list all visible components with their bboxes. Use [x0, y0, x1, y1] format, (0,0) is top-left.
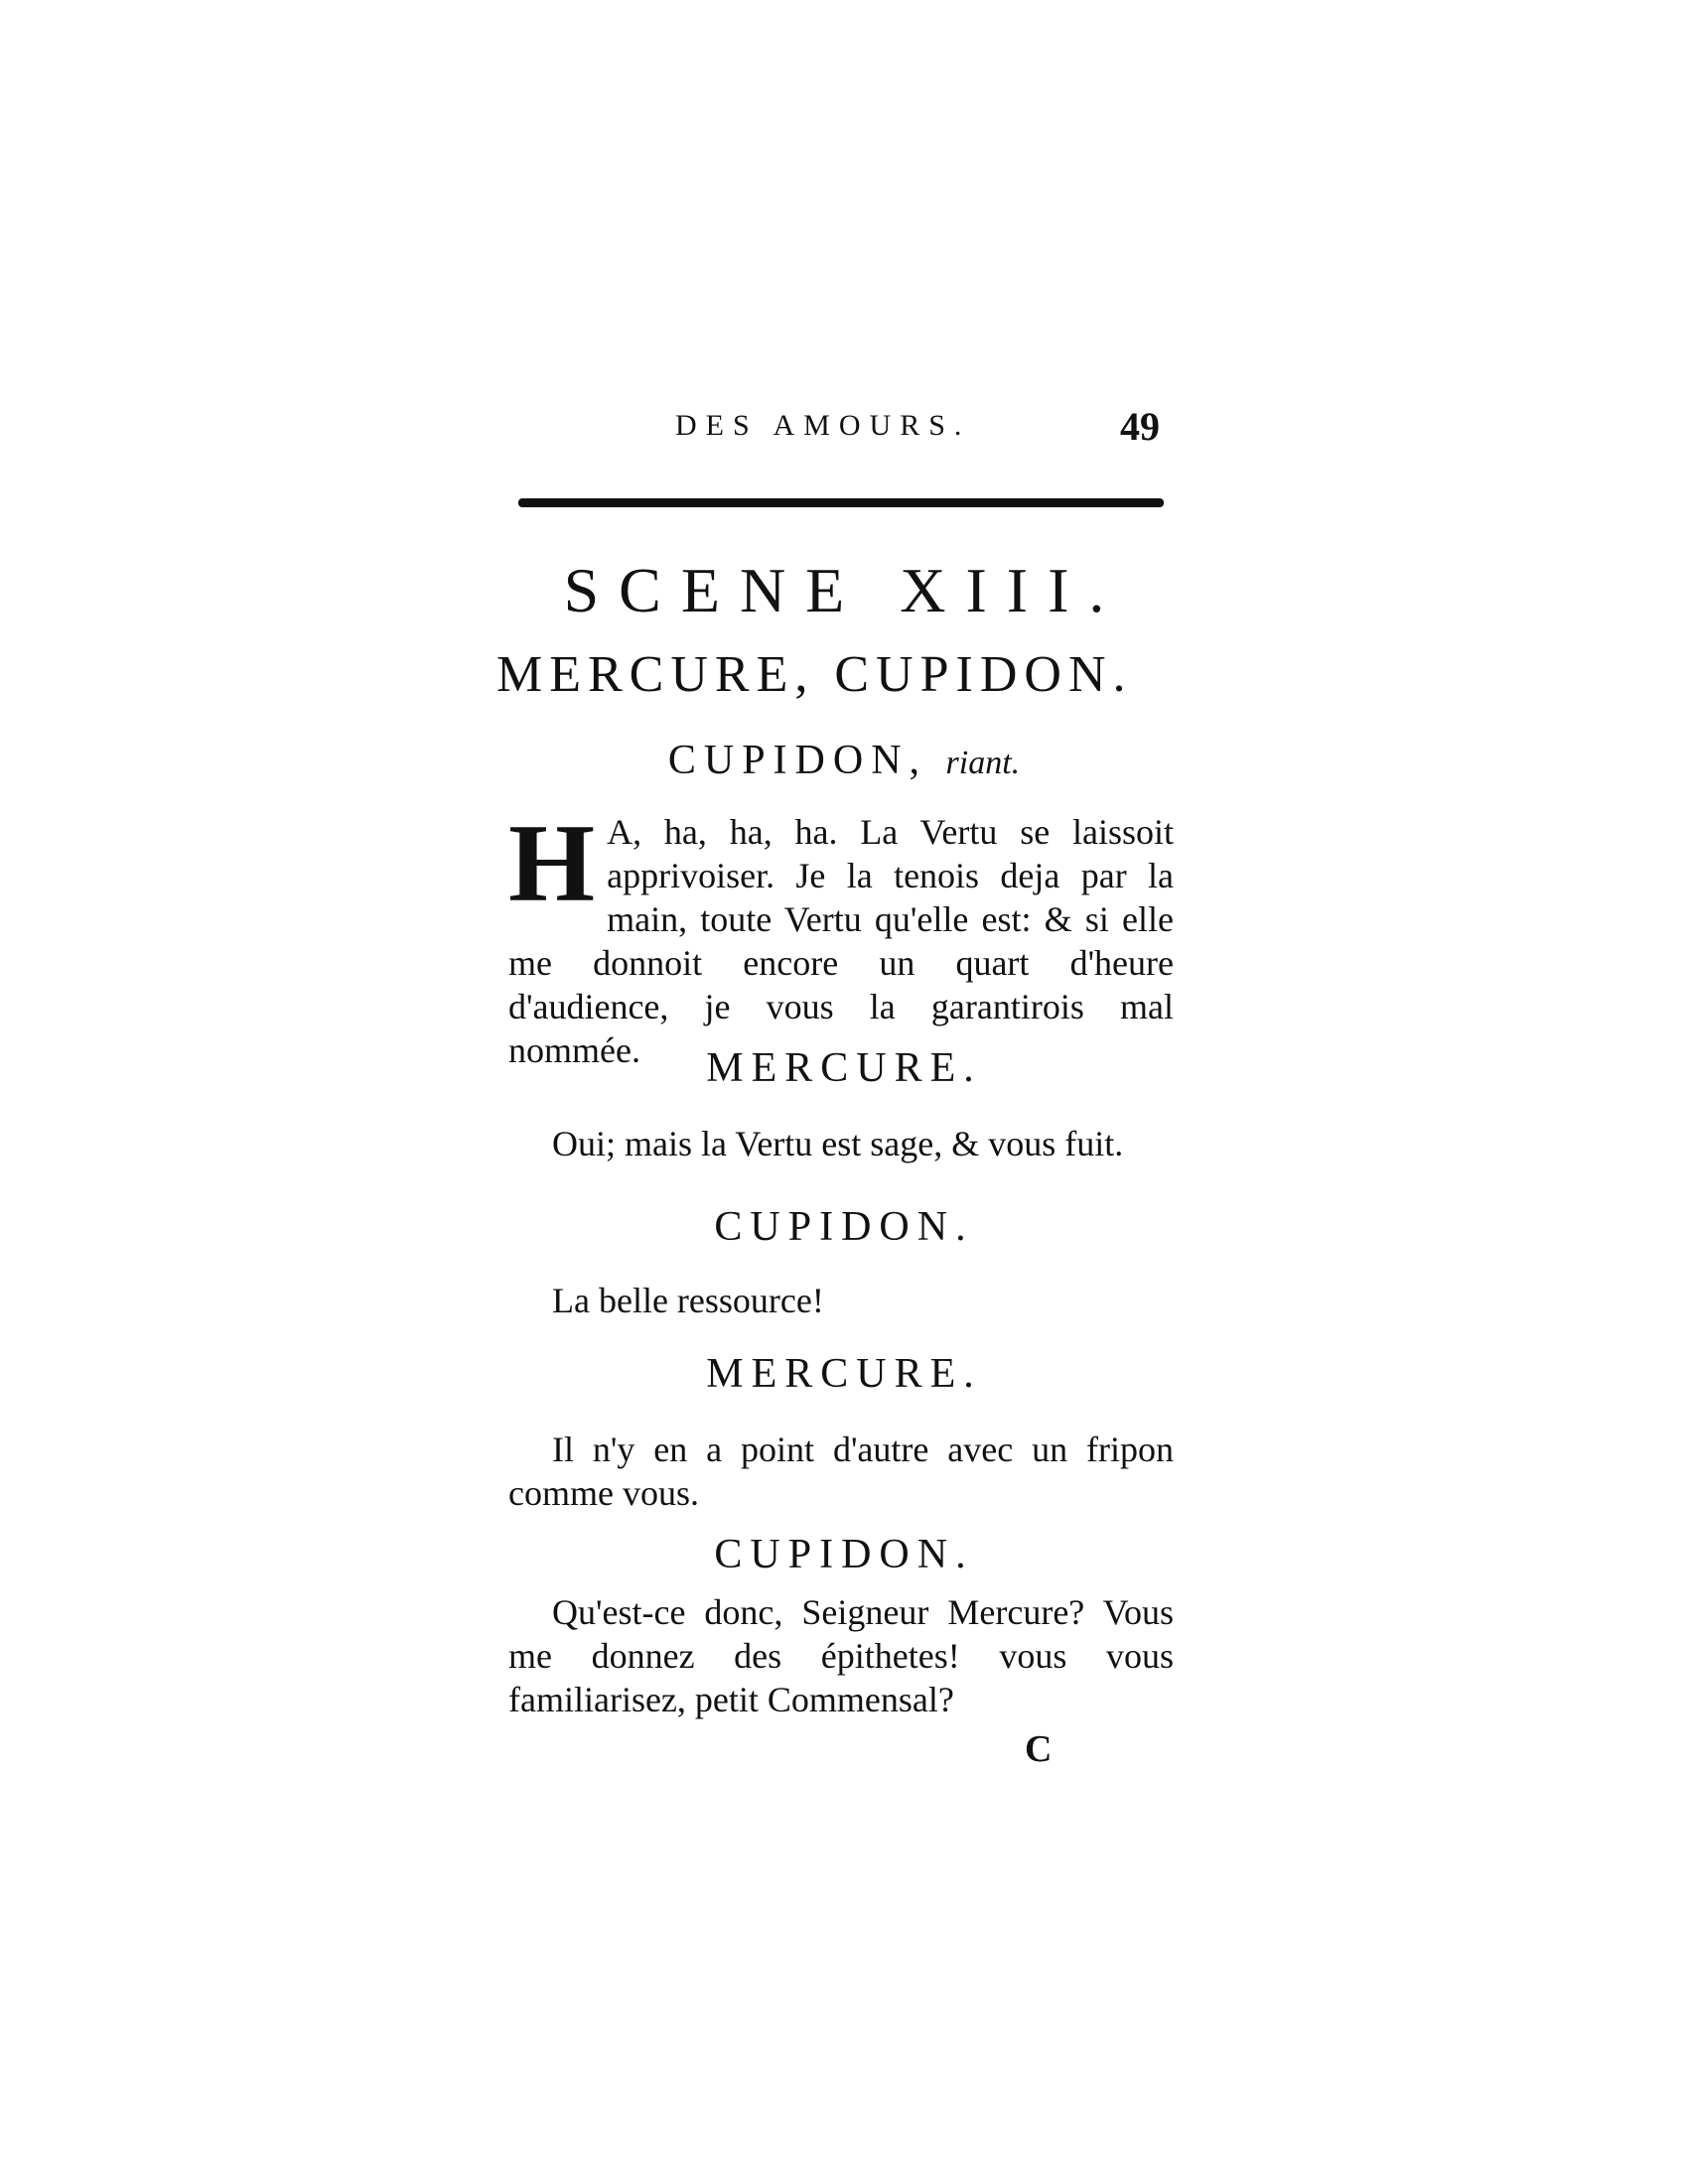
speaker-heading [0, 737, 1688, 784]
stage-direction: riant. [945, 745, 1021, 781]
speech-text: Oui; mais la Vertu est sage, & vous fuit. [552, 1124, 1124, 1163]
drop-cap: H [508, 802, 596, 925]
speaker-name: CUPIDON, [667, 738, 928, 783]
speech-text [508, 802, 1174, 1072]
running-head: DES AMOURS. [675, 409, 971, 442]
page-number: 49 [1120, 404, 1160, 449]
signature-mark: C [1025, 1728, 1053, 1770]
speech-text: Il n'y en a point d'autre avec un fripon comme vous. [508, 1430, 1174, 1513]
speech-text: La belle ressource! [552, 1281, 824, 1320]
header-rule [518, 498, 1164, 507]
speech-body: A, ha, ha, ha. La Vertu se laissoit apprivoiser. Je la tenois deja par la main, toute Vertu qu'elle est: & si elle me donnoit encore un quart d'heure d'audience, je vous la garantirois mal nommée. [508, 812, 1174, 1070]
scene-characters: MERCURE, CUPIDON. [496, 646, 1133, 703]
speaker-heading: CUPIDON. [714, 1204, 974, 1250]
speaker-heading: MERCURE. [706, 1351, 982, 1397]
speech-text: Qu'est-ce donc, Seigneur Mercure? Vous me donnez des épithetes! vous vous familiarisez, petit Commensal? [508, 1592, 1174, 1719]
speaker-heading: MERCURE. [706, 1045, 982, 1091]
speaker-heading: CUPIDON. [714, 1532, 974, 1577]
scene-title: SCENE XIII. [563, 555, 1125, 625]
